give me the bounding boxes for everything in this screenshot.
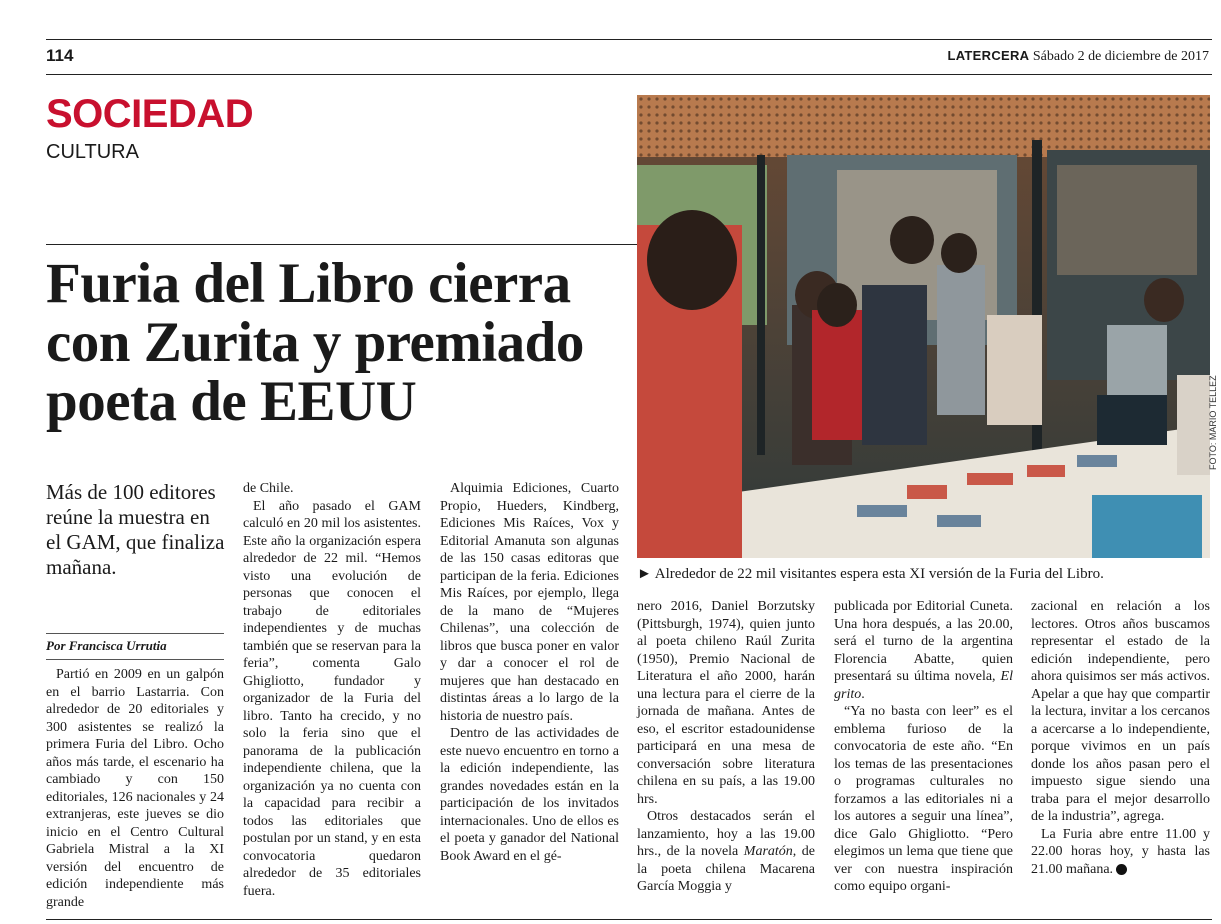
feature-photo [637,95,1210,558]
article-column-5 [834,598,1013,896]
photo-caption [637,566,1212,583]
deck: Más de 100 editores reúne la muestra en el GAM, que finaliza mañana. [46,480,225,579]
issue-date: Sábado 2 de diciembre de 2017 [1032,49,1209,64]
byline-rule-top [46,633,224,634]
text-run: La Furia abre entre 11.00 y 22.00 horas hoy, y hasta las 21.00 mañana. [1031,826,1210,877]
article-column-3 [440,480,619,865]
top-rule [46,39,1212,40]
novel-title: El grito [834,669,1013,702]
text-run: . [861,686,865,702]
text-run: , de la poeta chilena Macarena García Moggia y [637,844,816,894]
article-column-1 [46,666,224,911]
paragraph: “Ya no basta con leer” es el emblema furioso de la convocatoria de este año. “En los temas de las presentaciones o programas culturales no forzamos a las editoriales ni a los autores a seguir una línea”, dice Galo Ghigliotto. “Pero elegimos un lema que tiene que ver con nuestra inspiración como equipo organi- [834,704,1013,894]
photo-credit: FOTO: MARIO TELLEZ [1208,375,1218,470]
paragraph [1031,826,1210,879]
headline-rule [46,244,637,245]
paragraph: nero 2016, Daniel Borzutsky (Pittsburgh, 1974), quien junto al poeta chileno Raúl Zurita (1950), Premio Nacional de Literatura el año 2000, harán una lectura para el cierre de la jornada de mañana. Antes de eso, el escritor estadounidense participará en una mesa de conversación sobre literatura chilena en su país, a las 19.00 hrs. [637,599,815,807]
paragraph [834,598,1013,703]
book-fair-photo [637,95,1210,558]
paragraph: Dentro de las actividades de este nuevo encuentro en torno a la edición independiente, las grandes novedades están en la participación de los invitados internacionales. Uno de ellos es el poeta y ganador del National Book Award en el gé- [440,726,619,864]
paragraph [637,808,815,896]
article-column-2 [243,480,421,900]
headline: Furia del Libro cierra con Zurita y premiado poeta de EEUU [46,252,584,433]
text-run: Otros destacados serán el lanzamiento, hoy a las 19.00 hrs., de la novela [637,809,815,859]
page-number: 114 [46,46,74,65]
paragraph: El año pasado el GAM calculó en 20 mil los asistentes. Este año la organización espera alrededor de 22 mil. “Hemos visto una evolución de personas que conocen el trabajo de editoriales independientes y de muchas también que se reservan para la feria”, comenta Galo Ghigliotto, fundador y organizador de la Furia del libro. Tanto ha crecido, y no solo la feria sino que el panorama de la publicación independiente chilena, que la organización ya no cuenta con la capacidad para recibir a todos las editoriales que postulan por un stand, y en esta convocatoria quedaron alrededor de 35 editoriales fuera. [243,498,421,899]
subsection-label: CULTURA [46,141,139,163]
article-column-4 [637,598,815,896]
section-label: SOCIEDAD [46,92,254,136]
header-rule [46,74,1212,75]
paragraph: zacional en relación a los lectores. Otros años buscamos representar el estado de la edición independiente, pero ahora quisimos ser más activos. Apelar a que hay que compartir la lectura, invitar a los cercanos a acercarse a lo independiente, porque vivimos en un país donde los años pasan pero el impuesto sigue siendo una traba para el mejor desarrollo de la industria”, agrega. [1031,599,1210,824]
article-column-6 [1031,598,1210,878]
end-of-article-icon [1116,864,1127,875]
text-run: publicada por Editorial Cuneta. Una hora después, a las 20.00, será el turno de la argentina Florencia Abatte, quien presentará su última novela, [834,599,1013,684]
novel-title: Maratón [743,844,793,859]
paragraph: Partió en 2009 en un galpón en el barrio Lastarria. Con alrededor de 20 editoriales y 300 asistentes se realizó la primera Furia del Libro. Ocho años más tarde, el escenario ha cambiado y con 150 editoriales, 126 nacionales y 24 extranjeras, este jueves se dio inicio en el Centro Cultural Gabriela Mistral a la XI versión del encuentro de edición independiente más grande [46,667,224,910]
byline: Por Francisca Urrutia [46,638,167,653]
caption-text: Alrededor de 22 mil visitantes espera esta XI versión de la Furia del Libro. [654,566,1104,582]
caption-arrow-icon: ► [637,566,652,582]
bottom-rule [46,919,1212,920]
paragraph: de Chile. [243,481,294,496]
byline-rule-bottom [46,659,224,660]
paragraph: Alquimia Ediciones, Cuarto Propio, Hueders, Kindberg, Ediciones Mis Raíces, Vox y Editorial Amanuta son algunas de las 150 casas editoras que participan de la feria. Ediciones Mis Raíces, por ejemplo, llega de la mano de “Mujeres Chilenas”, una colección de libros que busca poner en valor y dar a conocer el rol de mujeres que han destacado en distintas áreas a lo largo de la historia de nuestro país. [440,481,619,724]
masthead [947,48,1209,65]
newspaper-brand: LATERCERA [947,48,1030,63]
